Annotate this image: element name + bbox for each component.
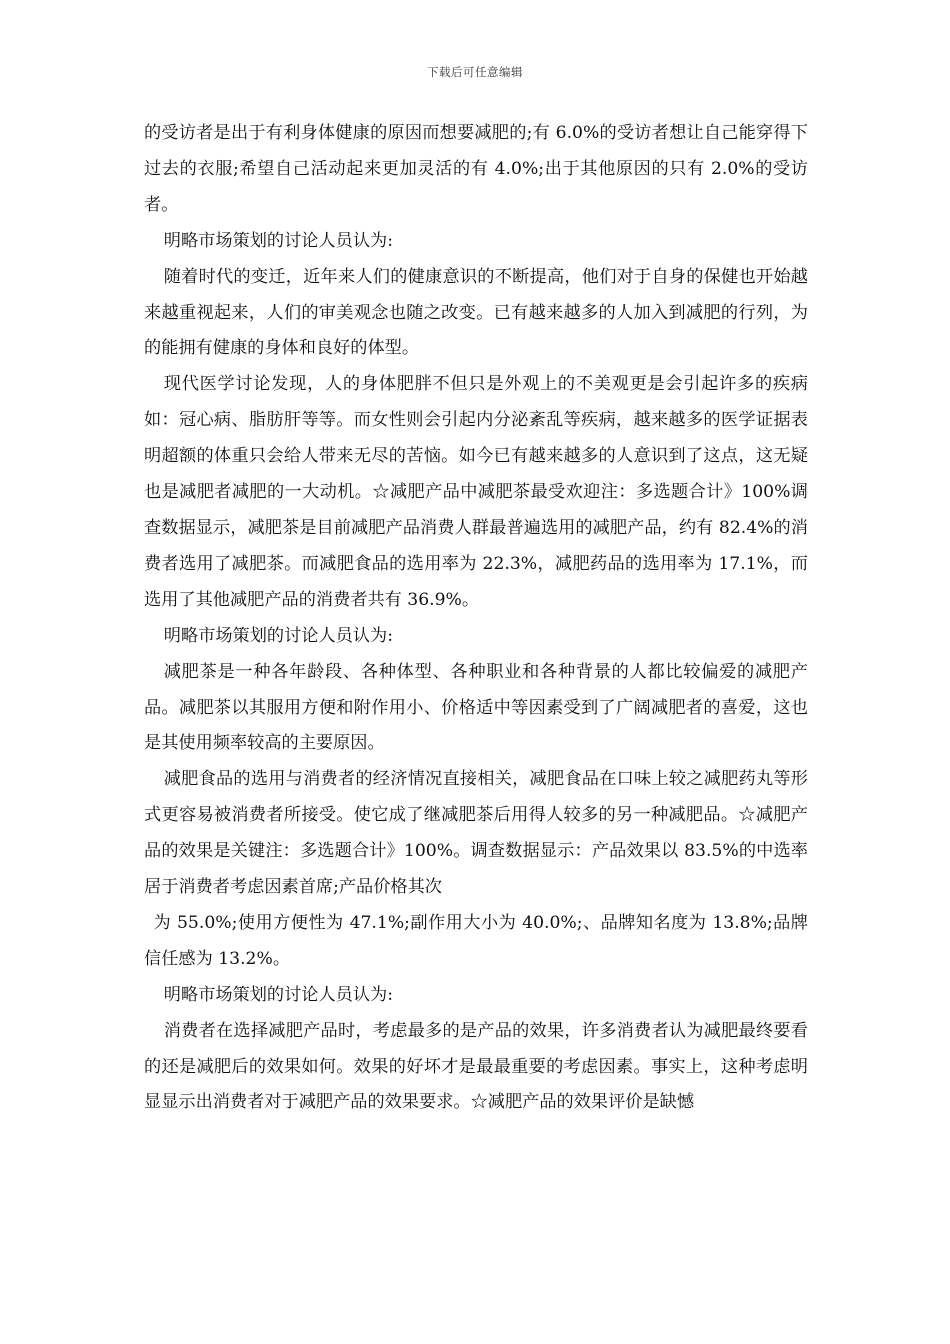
page-header: 下载后可任意编辑 (427, 65, 523, 79)
document-body (144, 116, 808, 1121)
paragraph-consumer-choice: 消费者在选择减肥产品时，考虑最多的是产品的效果，许多消费者认为减肥最终要看的还是减肥后的效果如何。效果的好坏才是最最重要的考虑因素。事实上，这种考虑明显显示出消费者对于减肥产品的效果要求。☆减肥产品的效果评价是缺憾 (144, 1020, 808, 1113)
paragraph-analyst-heading: 明略市场策划的讨论人员认为: (163, 230, 393, 251)
paragraph-medical-research: 现代医学讨论发现，人的身体肥胖不但只是外观上的不美观更是会引起许多的疾病如：冠心病、脂肪肝等等。而女性则会引起内分泌紊乱等疾病，越来越多的医学证据表明超额的体重只会给人带来无尽的苦恼。如今已有越来越多的人意识到了这点，这无疑也是减肥者减肥的一大动机。☆减肥产品中减肥茶最受欢迎注：多选题合计》100%调查数据显示，减肥茶是目前减肥产品消费人群最普遍选用的减肥产品，约有 82.4%的消费者选用了减肥茶。而减肥食品的选用率为 22.3%，减肥药品的选用率为 17.1%，而选用了其他减肥产品的消费者共有 36.9%。 (144, 374, 808, 610)
paragraph-slimming-tea: 减肥茶是一种各年龄段、各种体型、各种职业和各种背景的人都比较偏爱的减肥产品。减肥茶以其服用方便和附作用小、价格适中等因素受到了广阔减肥者的喜爱，这也是其使用频率较高的主要原因。 (144, 661, 808, 754)
paragraph-health-awareness: 随着时代的变迁，近年来人们的健康意识的不断提高，他们对于自身的保健也开始越来越重视起来，人们的审美观念也随之改变。已有越来越多的人加入到减肥的行列，为的能拥有健康的身体和良好的体型。 (144, 266, 808, 359)
paragraph-factor-percentages: 为 55.0%;使用方便性为 47.1%;副作用大小为 40.0%;、品牌知名度为 13.8%;品牌信任感为 13.2%。 (144, 912, 808, 969)
paragraph-analyst-heading: 明略市场策划的讨论人员认为: (163, 625, 393, 646)
paragraph-analyst-heading: 明略市场策划的讨论人员认为: (163, 984, 393, 1005)
paragraph-slimming-food: 减肥食品的选用与消费者的经济情况直接相关，减肥食品在口味上较之减肥药丸等形式更容易被消费者所接受。使它成了继减肥茶后用得人较多的另一种减肥品。☆减肥产品的效果是关键注：多选题合计》100%。调查数据显示：产品效果以 83.5%的中选率居于消费者考虑因素首席;产品价格其次 (144, 769, 808, 898)
paragraph-reasons-continued: 的受访者是出于有利身体健康的原因而想要减肥的;有 6.0%的受访者想让自己能穿得下过去的衣服;希望自己活动起来更加灵活的有 4.0%;出于其他原因的只有 2.0%的受访者。 (144, 123, 808, 215)
